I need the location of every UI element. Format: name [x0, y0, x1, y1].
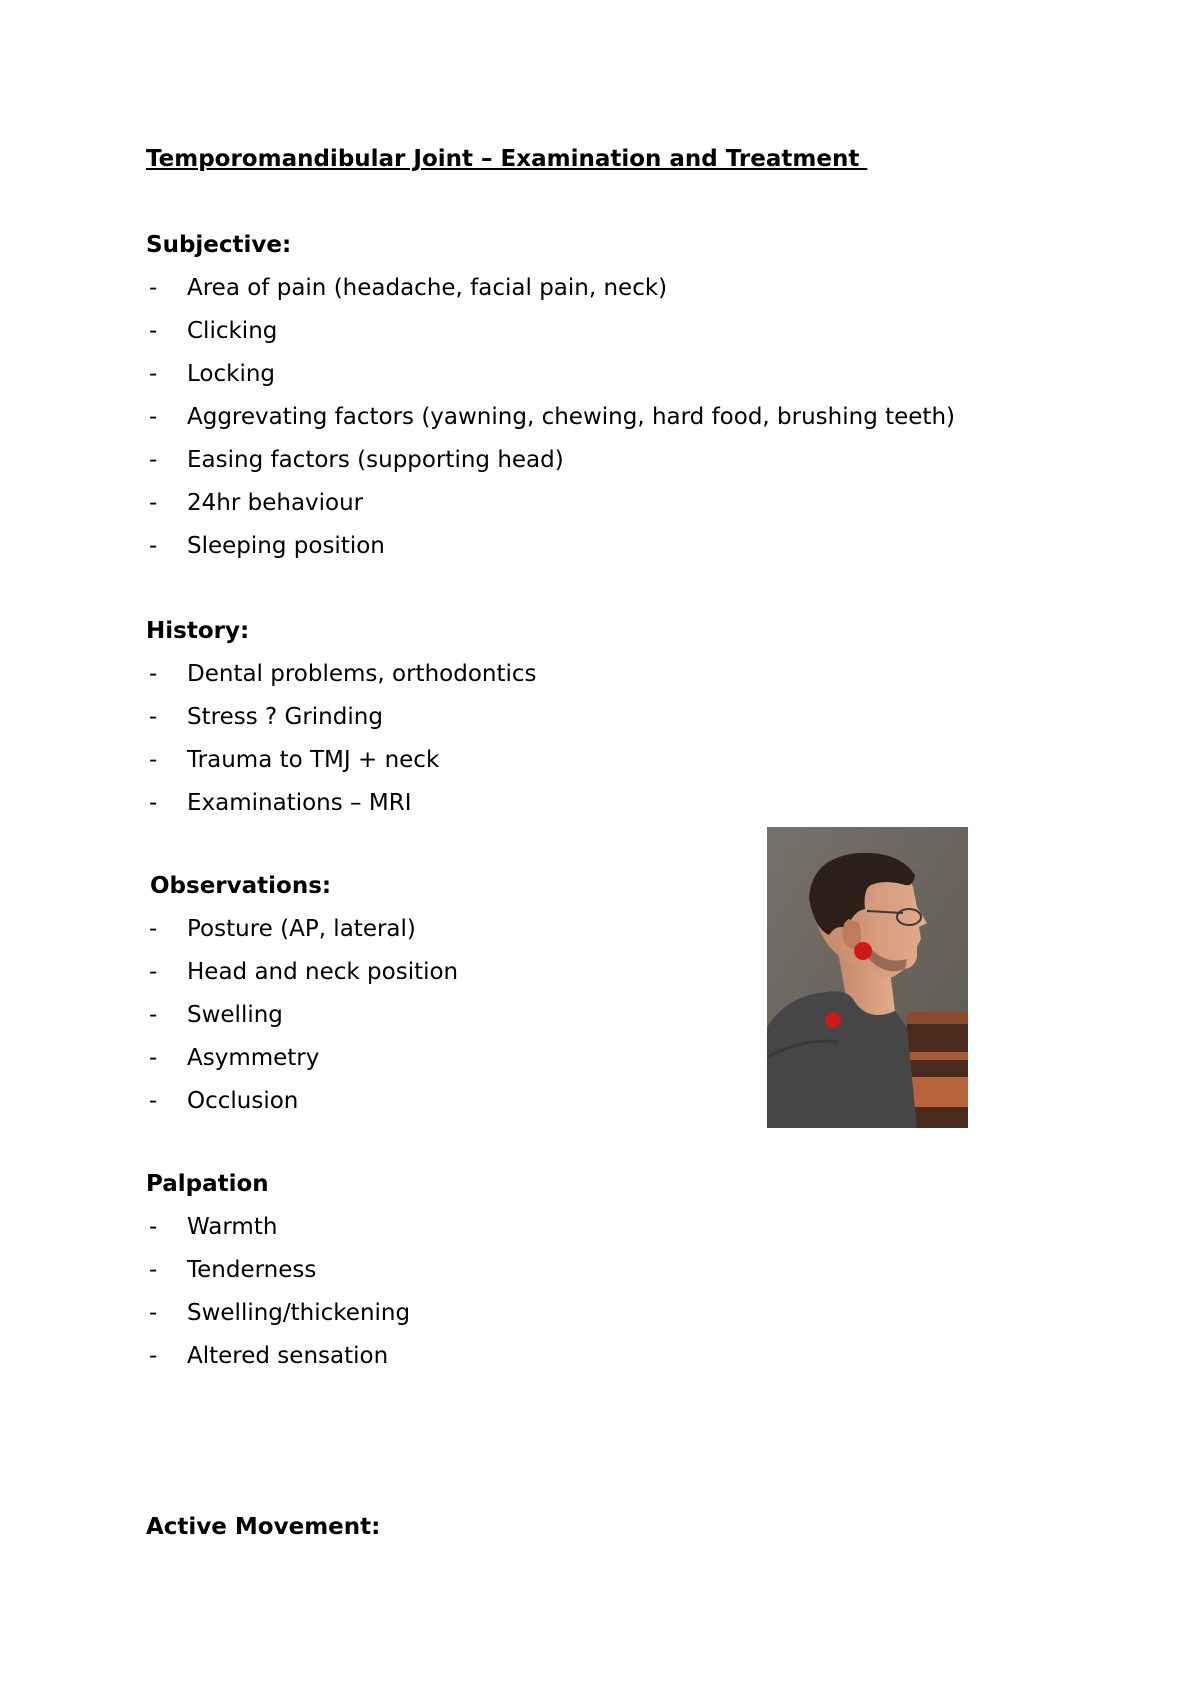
bullet-dash: - [149, 318, 158, 344]
bullet-dash: - [149, 916, 158, 942]
bullet-dash: - [149, 1045, 158, 1071]
bullet-dash: - [149, 1214, 158, 1240]
document-page: Temporomandibular Joint – Examination and Treatment Subjective: - Area of pain (headache, facial pain, neck) - Clicking - Locking - Aggrevating factors (yawning, chewing, hard food, brushing teeth) - Easing factors (supporting head) - 24hr behaviour - Sleeping position History: - Dental problems, orthodontics - Stress ? Grinding - Trauma to TMJ + neck - Examinations – MRI Observations: - Posture (AP, lateral) - Head and neck position - Swelling - Asymmetry - Occlusion Palpation - Warmth - Tenderness - Swelling/thickening - Altered sensation Active Movement: [0, 0, 1200, 1696]
palpation-heading: Palpation [146, 1171, 269, 1197]
bullet-dash: - [149, 275, 158, 301]
bullet-dash: - [149, 1300, 158, 1326]
history-heading: History: [146, 618, 250, 644]
bullet-dash: - [149, 1088, 158, 1114]
bullet-dash: - [149, 404, 158, 430]
bullet-dash: - [149, 533, 158, 559]
observations-heading: Observations: [150, 873, 332, 899]
bullet-dash: - [149, 959, 158, 985]
subjective-heading: Subjective: [146, 232, 292, 258]
tmj-marker-icon [854, 942, 872, 960]
document-title: Temporomandibular Joint – Examination and Treatment [146, 146, 868, 172]
bullet-dash: - [149, 361, 158, 387]
bullet-dash: - [149, 447, 158, 473]
bullet-dash: - [149, 1002, 158, 1028]
bullet-dash: - [149, 704, 158, 730]
bullet-dash: - [149, 747, 158, 773]
profile-photo-image [767, 827, 968, 1128]
bullet-dash: - [149, 490, 158, 516]
shoulder-marker-icon [825, 1012, 841, 1028]
active-movement-heading: Active Movement: [146, 1514, 381, 1540]
bullet-dash: - [149, 1257, 158, 1283]
bullet-dash: - [149, 1343, 158, 1369]
bullet-dash: - [149, 661, 158, 687]
bullet-dash: - [149, 790, 158, 816]
